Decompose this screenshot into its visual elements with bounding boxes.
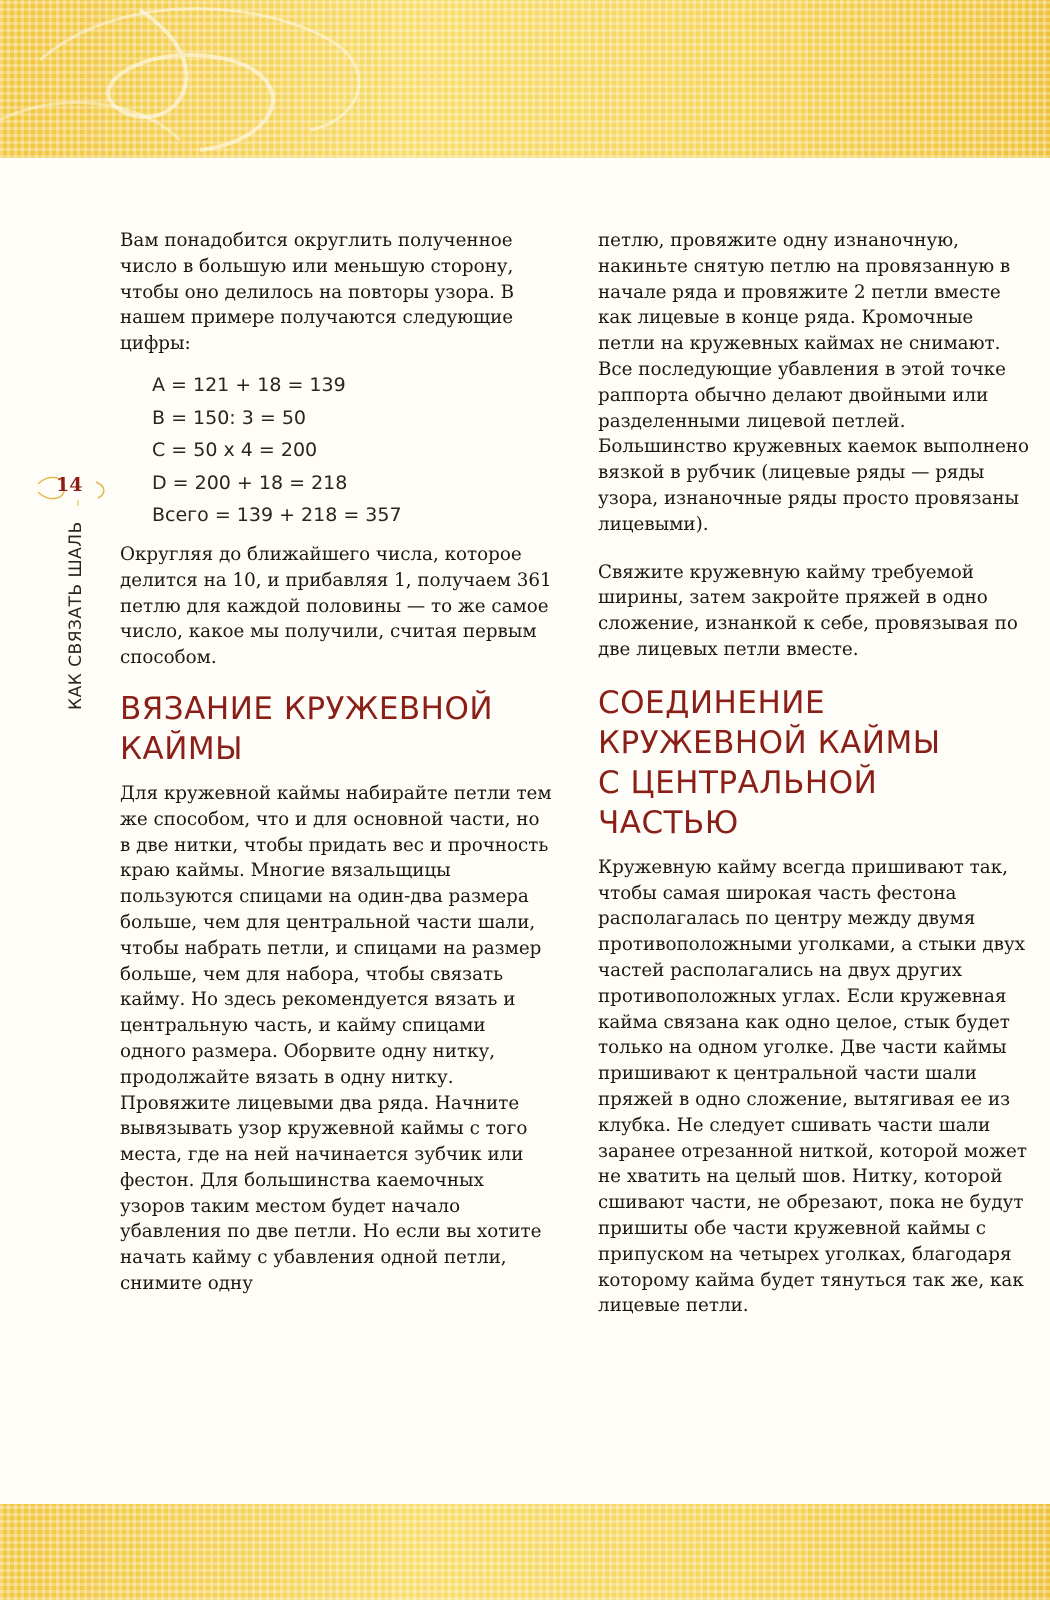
continuation-paragraph: петлю, провяжите одну изнаночную, накиньте снятую петлю на провязанную в начале ряда и провяжите 2 петли вместе как лицевые в конце ряда. Кромочные петли на кружевных каймах не снимают. Все последующие убавления в этой точке раппорта обычно делают двойными или разделенными лицевой петлей. Большинство кружевных каемок выполнено вязкой в рубчик (лицевые ряды — ряды узора, изнаночные ряды просто провязаны лицевыми). bbox=[598, 230, 1029, 535]
heading-line: ЧАСТЬЮ bbox=[598, 804, 739, 841]
formula-a: A = 121 + 18 = 139 bbox=[152, 373, 346, 396]
formula-c: C = 50 x 4 = 200 bbox=[152, 439, 318, 462]
section-heading-lace-border bbox=[120, 689, 552, 769]
lace-border-paragraph: Для кружевной каймы набирайте петли тем же способом, что и для основной части, но в две нитки, чтобы придать вес и прочность краю каймы. Многие вязальщицы пользуются спицами на один-два размера больше, чем для центральной части шали, чтобы набрать петли, и спицами на размер больше, чем для набора, чтобы связать кайму. Но здесь рекомендуется вязать и центральную часть, и кайму спицами одного размера. Оборвите одну нитку, продолжайте вязать в одну нитку. Провяжите лицевыми два ряда. Начните вывязывать узор кружевной каймы с того места, где на ней начинается зубчик или фестон. Для большинства каемочных узоров таким местом будет начало убавления по две петли. Но если вы хотите начать кайму с убавления одной петли, снимите одну bbox=[120, 782, 552, 1295]
heading-line: КРУЖЕВНОЙ КАЙМЫ bbox=[598, 724, 941, 761]
formula-list bbox=[152, 369, 552, 532]
intro-paragraph: Вам понадобится округлить полученное число в большую или меньшую сторону, чтобы оно делилось на повторы узора. В нашем примере получаются следующие цифры: bbox=[120, 230, 515, 355]
heading-line: С ЦЕНТРАЛЬНОЙ bbox=[598, 764, 878, 801]
bottom-decorative-band bbox=[0, 1504, 1050, 1600]
heading-line: КАЙМЫ bbox=[120, 730, 244, 767]
top-decorative-band bbox=[0, 0, 1050, 158]
right-column bbox=[598, 228, 1030, 1319]
formula-b: B = 150: 3 = 50 bbox=[152, 406, 307, 429]
joining-paragraph: Кружевную кайму всегда пришивают так, чтобы самая широкая часть фестона располагалась по центру между двумя противоположными уголками, а стыки двух частей располагались на двух других противоположных углах. Если кружевная кайма связана как одно целое, стык будет только на одном уголке. Две части каймы пришивают к центральной части шали пряжей в одно сложение, вытягивая ее из клубка. Не следует сшивать части шали заранее отрезанной ниткой, которой может не хватить на целый шов. Нитку, которой сшивают части, не обрезают, пока не будут пришиты обе части кружевной каймы с припуском на четырех уголках, благодаря которому кайма будет тянуться так же, как лицевые петли. bbox=[598, 856, 1027, 1317]
formula-total: Всего = 139 + 218 = 357 bbox=[152, 504, 402, 527]
page-number: 14 bbox=[56, 474, 83, 496]
swirl-ornament-icon bbox=[0, 0, 1050, 158]
left-column bbox=[120, 228, 552, 1297]
formula-d: D = 200 + 18 = 218 bbox=[152, 471, 348, 494]
rounding-paragraph: Округляя до ближайшего числа, которое делится на 10, и прибавляя 1, получаем 361 петлю для каждой половины — то же самое число, какое мы получили, считая первым способом. bbox=[120, 543, 552, 669]
bind-off-paragraph: Свяжите кружевную кайму требуемой ширины, затем закройте пряжей в одно сложение, изнанкой к себе, провязывая по две лицевых петли вместе. bbox=[598, 561, 1018, 660]
section-heading-joining bbox=[598, 683, 1030, 843]
side-running-title: КАК СВЯЗАТЬ ШАЛЬ bbox=[66, 521, 86, 710]
heading-line: ВЯЗАНИЕ КРУЖЕВНОЙ bbox=[120, 690, 494, 727]
heading-line: СОЕДИНЕНИЕ bbox=[598, 684, 826, 721]
